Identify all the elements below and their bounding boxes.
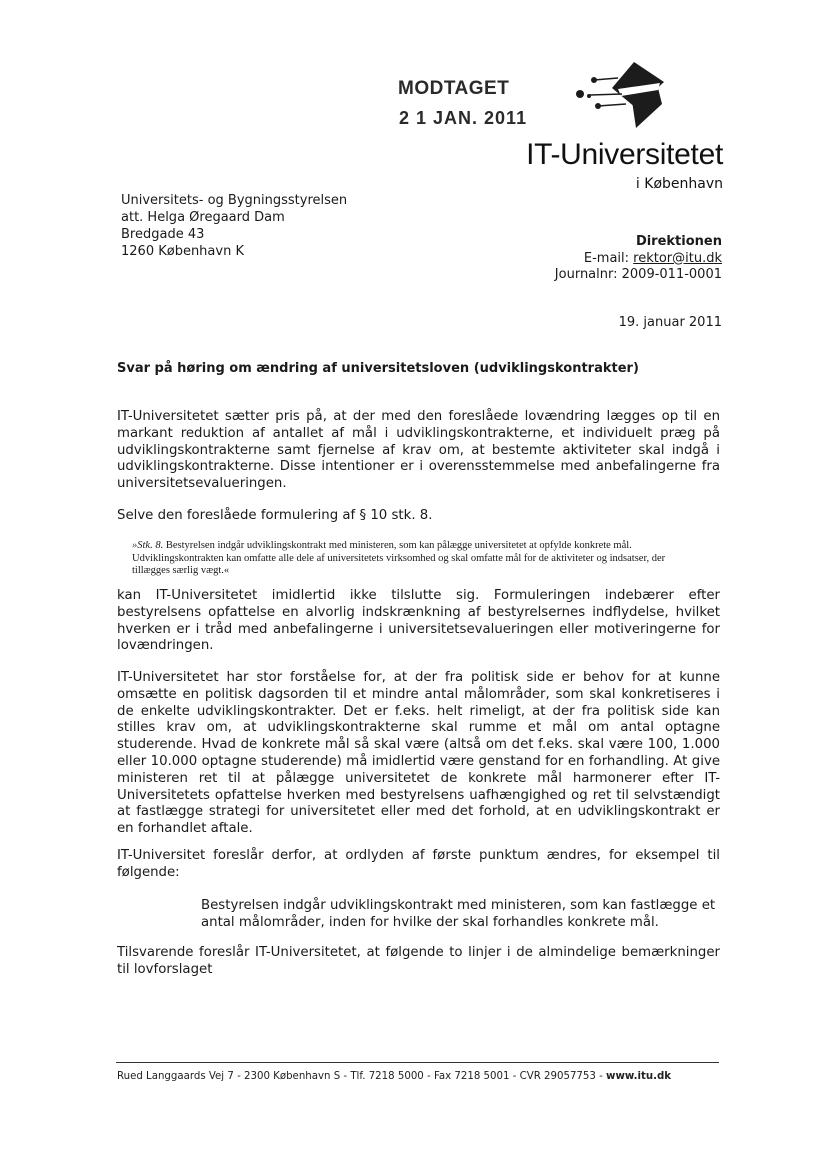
paragraph-proposal: IT-Universitet foreslår derfor, at ordlyden af første punktum ændres, for eksempel til følgende: xyxy=(117,848,720,880)
recipient-line: Bredgade 43 xyxy=(121,227,205,242)
received-stamp: MODTAGET xyxy=(398,78,510,99)
recipient-line: Universitets- og Bygningsstyrelsen xyxy=(121,193,348,208)
quote-text: Bestyrelsen indgår udviklingskontrakt med ministeren, som kan pålægge universitetet at opfylde konkrete mål. Udviklingskontrakten kan omfatte alle dele af universitetets virksomhed og skal omfatte mål for de aktiviteter og indsatser, der tillægges særlig vægt.« xyxy=(132,540,666,577)
paragraph-formulation: Selve den foreslåede formulering af § 10 stk. 8. xyxy=(117,508,433,523)
paragraph-objection: kan IT-Universitetet imidlertid ikke tilslutte sig. Formuleringen indebærer efter bestyrelsens opfattelse en alvorlig indskrænkning af bestyrelsernes indflydelse, hvilket hverken er i tråd med anbefalingerne i universitetsevalueringen eller motiveringerne for lovændringen. xyxy=(117,588,720,654)
brand-name: IT-Universitetet xyxy=(526,138,723,171)
recipient-line: att. Helga Øregaard Dam xyxy=(121,210,285,225)
brand-location: i København xyxy=(635,176,723,192)
itu-logo-icon xyxy=(572,54,682,134)
sender-email-row xyxy=(555,251,722,268)
footer-address: Rued Langgaards Vej 7 - 2300 København S - Tlf. 7218 5000 - Fax 7218 5001 - CVR 29057753 - xyxy=(117,1071,607,1082)
received-stamp-date: 2 1 JAN. 2011 xyxy=(399,108,528,128)
recipient-address xyxy=(121,192,347,260)
footer-website-link[interactable]: www.itu.dk xyxy=(606,1071,672,1082)
paragraph-intro: IT-Universitetet sætter pris på, at der med den foreslåede lovændring lægges op til en markant reduktion af antallet af mål i udviklingskontrakterne, et individuelt præg på udviklingskontrakterne samt fjernelse af krav om, at bestemte aktiviteter skal indgå i udviklingskontrakterne. Disse intentioner er i overensstemmelse med anbefalingerne fra universitetsevalueringen. xyxy=(117,409,720,492)
email-label: E-mail: xyxy=(583,250,634,266)
quote-marker: »Stk. 8. xyxy=(132,540,164,551)
journal-number: Journalnr: 2009-011-0001 xyxy=(554,267,722,282)
proposed-wording: Bestyrelsen indgår udviklingskontrakt med ministeren, som kan fastlægge et antal målområder, inden for hvilke der skal forhandles konkrete mål. xyxy=(201,898,716,930)
recipient-line: 1260 København K xyxy=(121,244,244,259)
footer-divider xyxy=(116,1062,719,1063)
letter-heading: Svar på høring om ændring af universitetsloven (udviklingskontrakter) xyxy=(117,361,639,376)
paragraph-remarks: Tilsvarende foreslår IT-Universitetet, at følgende to linjer i de almindelige bemærkninger til lovforslaget xyxy=(117,945,720,977)
sender-block xyxy=(555,234,722,284)
footer-contact xyxy=(117,1071,671,1082)
law-quote xyxy=(132,540,692,578)
sender-department: Direktionen xyxy=(635,234,722,249)
paragraph-understanding: IT-Universitetet har stor forståelse for, at der fra politisk side er behov for at kunne omsætte en politisk dagsorden til et mindre antal målområder, som skal konkretiseres i de enkelte udviklingskontrakter. Det er f.eks. helt rimeligt, at der fra politisk side kan stilles krav om, at udviklingskontrakterne skal rumme et mål om antal optagne studerende. Hvad de konkrete mål så skal være (altså om det f.eks. skal være 100, 1.000 eller 10.000 optagne studerende) må imidlertid være genstand for en forhandling. At give ministeren ret til at pålægge universitetet de konkrete mål harmonerer efter IT-Universitetets opfattelse hverken med bestyrelsens uafhængighed og ret til selvstændigt at fastlægge strategi for universitetet eller med det forhold, at en udviklingskontrakt er en forhandlet aftale. xyxy=(117,670,720,837)
letter-date: 19. januar 2011 xyxy=(618,315,722,330)
email-link[interactable]: rektor@itu.dk xyxy=(633,250,722,266)
